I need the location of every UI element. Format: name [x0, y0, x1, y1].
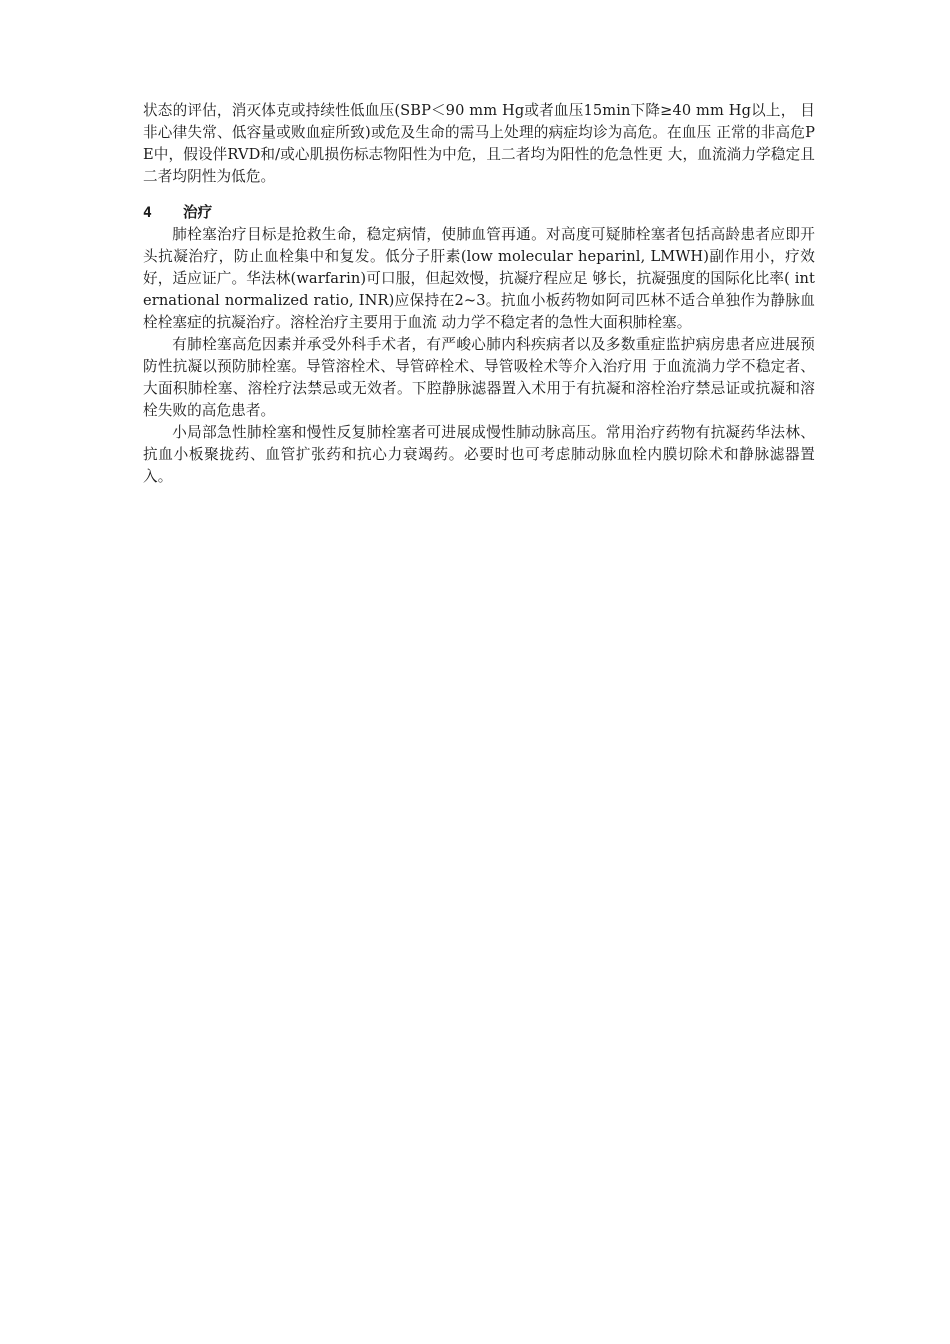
- treatment-paragraph-2: 有肺栓塞高危因素并承受外科手术者，有严峻心肺内科疾病者以及多数重症监护病房患者应进展预防性抗凝以预防肺栓塞。导管溶栓术、导管碎栓术、导管吸栓术等介入治疗用 于血流淌力学不稳定者、大面积肺栓塞、溶栓疗法禁忌或无效者。下腔静脉滤器置入术用于有抗凝和溶栓治疗禁忌证或抗凝和溶栓失败的高危患者。: [143, 336, 815, 419]
- section-title: 治疗: [183, 204, 213, 221]
- section-number: 4: [143, 204, 152, 221]
- section-heading: [143, 202, 815, 224]
- treatment-paragraph-3: 小局部急性肺栓塞和慢性反复肺栓塞者可进展成慢性肺动脉高压。常用治疗药物有抗凝药华法林、抗血小板聚拢药、血管扩张药和抗心力衰竭药。必要时也可考虑肺动脉血栓内膜切除术和静脉滤器置入。: [143, 424, 815, 485]
- treatment-paragraph-1: 肺栓塞治疗目标是抢救生命，稳定病情，使肺血管再通。对高度可疑肺栓塞者包括高龄患者应即开头抗凝治疗，防止血栓集中和复发。低分子肝素(low molecular heparinl, LMWH)副作用小，疗效好，适应证广。华法林(warfarin)可口服，但起效慢，抗凝疗程应足 够长，抗凝强度的国际化比率( international normalized ratio, INR)应保持在2~3。抗血小板药物如阿司匹林不适合单独作为静脉血栓栓塞症的抗凝治疗。溶栓治疗主要用于血流 动力学不稳定者的急性大面积肺栓塞。: [143, 226, 815, 331]
- intro-paragraph: 状态的评估，消灭体克或持续性低血压(SBP＜90 mm Hg或者血压15min下降≥40 mm Hg以上， 目非心律失常、低容量或败血症所致)或危及生命的需马上处理的病症均诊为高危。在血压 正常的非高危PE中，假设伴RVD和/或心肌损伤标志物阳性为中危，且二者均为阳性的危急性更 大，血流淌力学稳定且二者均阴性为低危。: [143, 102, 815, 185]
- document-page: [143, 100, 815, 488]
